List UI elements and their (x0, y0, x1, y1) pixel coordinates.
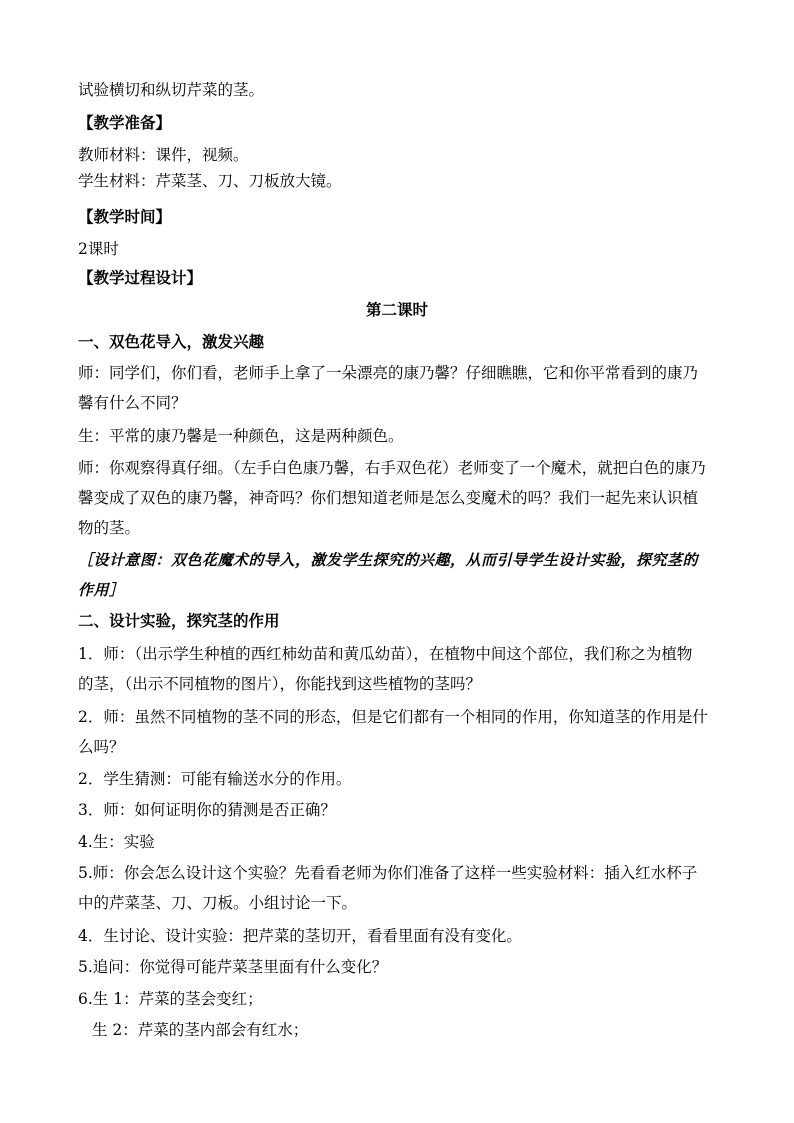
text-line: 馨变成了双色的康乃馨，神奇吗？你们想知道老师是怎么变魔术的吗？我们一起先来认识植 (78, 489, 699, 507)
text-line: 师：你观察得真仔细。（左手白色康乃馨，右手双色花）老师变了一个魔术，就把白色的康乃 (78, 459, 706, 477)
text-line: 物的茎。 (78, 519, 141, 537)
text-line: 2．师：虽然不同植物的茎不同的形态，但是它们都有一个相同的作用，你知道茎的作用是什 (78, 708, 708, 726)
text-line: 5.追问：你觉得可能芹菜茎里面有什么变化？ (78, 958, 388, 976)
design-intent-note: 作用］ (78, 581, 125, 599)
text-line: 馨有什么不同？ (78, 394, 187, 412)
lesson-title: 第二课时 (365, 301, 428, 319)
text-line: 3．师：如何证明你的猜测是否正确？ (78, 801, 336, 819)
text-line: 1．师：（出示学生种植的西红柿幼苗和黄瓜幼苗），在植物中间这个部位，我们称之为植物 (78, 645, 693, 663)
text-line: 试验横切和纵切芹菜的茎。 (78, 81, 265, 99)
text-line: 生：平常的康乃馨是一种颜色，这是两种颜色。 (78, 427, 404, 445)
text-line: 中的芹菜茎、刀、刀板。小组讨论一下。 (78, 894, 358, 912)
text-line: 4．生讨论、设计实验：把芹菜的茎切开，看看里面有没有变化。 (78, 927, 522, 945)
text-line: 教师材料：课件，视频。 (78, 146, 249, 164)
design-intent-note: ［设计意图：双色花魔术的导入，激发学生探究的兴趣，从而引导学生设计实验，探究茎的 (78, 551, 699, 569)
text-line: 师：同学们，你们看，老师手上拿了一朵漂亮的康乃馨？仔细瞧瞧，它和你平常看到的康乃 (78, 364, 699, 382)
section-heading-preparation: 【教学准备】 (78, 114, 172, 132)
text-line: 4.生：实验 (78, 833, 155, 851)
text-line: 生 2：芹菜的茎内部会有红水； (92, 1021, 309, 1039)
subsection-heading-1: 一、双色花导入，激发兴趣 (78, 333, 265, 351)
text-line: 2．学生猜测：可能有输送水分的作用。 (78, 770, 352, 788)
text-line: 么吗？ (78, 738, 125, 756)
text-line: 学生材料：芹菜茎、刀、刀板放大镜。 (78, 172, 342, 190)
text-line: 2课时 (78, 240, 119, 258)
text-line: 5.师：你会怎么设计这个实验？先看看老师为你们准备了这样一些实验材料：插入红水杯子 (78, 864, 698, 882)
section-heading-process: 【教学过程设计】 (78, 269, 203, 287)
text-line: 的茎，（出示不同植物的图片），你能找到这些植物的茎吗？ (78, 675, 482, 693)
subsection-heading-2: 二、设计实验，探究茎的作用 (78, 612, 280, 630)
section-heading-time: 【教学时间】 (78, 208, 172, 226)
text-line: 6.生 1：芹菜的茎会变红； (78, 990, 263, 1008)
